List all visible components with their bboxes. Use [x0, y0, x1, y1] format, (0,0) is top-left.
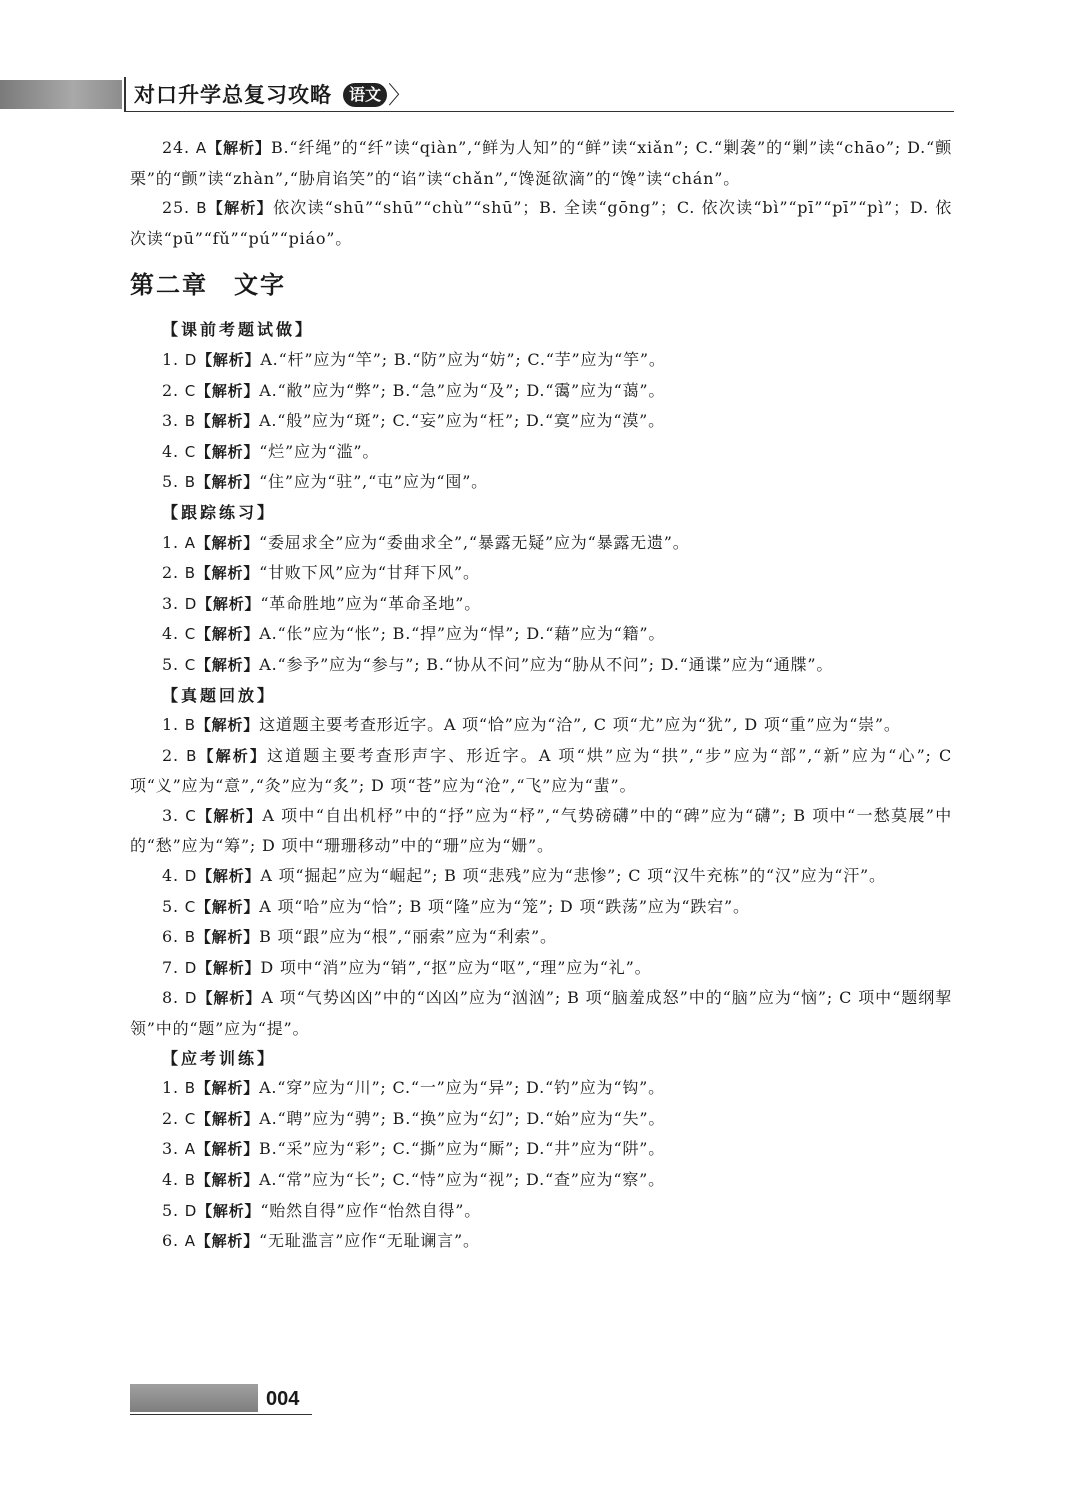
chapter-name: 文字 [234, 270, 286, 300]
answer-letter: B [184, 412, 196, 431]
analysis-label: 【解析】 [196, 442, 260, 461]
answer-item [130, 1226, 952, 1257]
item-number: 4. [162, 441, 179, 461]
analysis-label: 【解析】 [196, 625, 260, 644]
answer-letter: B [184, 928, 196, 947]
analysis-text: A.“穿”应为“川”; C.“一”应为“异”; D.“钓”应为“钩”。 [259, 1078, 665, 1098]
item-number: 7. [162, 957, 179, 977]
answer-item [130, 892, 952, 923]
analysis-label: 【解析】 [197, 989, 262, 1008]
answer-item [130, 710, 952, 741]
analysis-text: A 项中“自出机杼”中的“抒”应为“杼”,“气势磅礴”中的“碑”应为“礴”; B 项中“一愁莫展”中的“愁”应为“筹”; D 项中“珊珊移动”中的“珊”应为“姗”。 [130, 805, 952, 856]
analysis-label: 【解析】 [206, 139, 271, 157]
answer-item [130, 1134, 952, 1165]
analysis-text: A 项“掘起”应为“崛起”; B 项“悲残”应为“悲惨”; C 项“汉牛充栋”的“汉”应为“汗”。 [260, 866, 886, 886]
answer-letter: B [184, 716, 196, 735]
analysis-text: “甘败下风”应为“甘拜下风”。 [259, 563, 480, 583]
item-number: 5. [162, 896, 179, 916]
analysis-text: “委屈求全”应为“委曲求全”,“暴露无疑”应为“暴露无遗”。 [259, 532, 690, 552]
subject-badge: 语文 [343, 83, 387, 107]
item-number: 1. [162, 532, 179, 552]
section-heading: 【应考训练】 [162, 1048, 277, 1068]
analysis-text: A 项“气势凶凶”中的“凶凶”应为“汹汹”; B 项“脑羞成怒”中的“脑”应为“恼”; C 项中“题纲挈领”中的“题”应为“提”。 [130, 988, 952, 1039]
analysis-label: 【解析】 [195, 716, 260, 735]
item-number: 3. [162, 805, 179, 825]
answer-letter: D [184, 958, 198, 977]
item-number: 3. [162, 411, 179, 431]
item-number: 2. [162, 563, 179, 583]
analysis-text: “革命胜地”应为“革命圣地”。 [260, 593, 482, 613]
footer-band [130, 1384, 258, 1412]
analysis-text: B 项“跟”应为“根”,“丽索”应为“利索”。 [259, 927, 557, 947]
answer-letter: C [184, 1109, 197, 1128]
analysis-text: 依次读“shū”“shū”“chù”“shū”；B. 全读“gōng”；C. 依次读“bì”“pī”“pī”“pì”；D. 依次读“pū”“fǔ”“pú”“piáo”。 [130, 198, 952, 248]
analysis-label: 【解析】 [207, 199, 273, 218]
answer-item [130, 983, 952, 1043]
answer-item [130, 650, 952, 681]
answer-item [130, 467, 952, 498]
answer-letter: C [185, 806, 197, 825]
analysis-label: 【解析】 [196, 381, 260, 400]
answer-item [130, 406, 952, 437]
analysis-label: 【解析】 [195, 1171, 260, 1189]
item-number: 2. [162, 380, 179, 400]
item-number: 24. [162, 138, 190, 157]
answer-item [130, 133, 952, 193]
answer-item [130, 345, 952, 376]
analysis-text: A.“杆”应为“竿”; B.“防”应为“妨”; C.“芋”应为“竽”。 [260, 349, 666, 369]
analysis-label: 【解析】 [197, 746, 268, 765]
answer-letter: C [184, 655, 197, 674]
analysis-text: “贻然自得”应作“怡然自得”。 [260, 1200, 482, 1220]
book-title: 对口升学总复习攻略 [134, 82, 332, 107]
item-number: 25. [162, 198, 190, 218]
chevron-right-icon: 〉 [388, 81, 412, 109]
item-number: 1. [162, 1078, 179, 1098]
answer-letter: C [184, 897, 197, 916]
analysis-text: “住”应为“驻”,“屯”应为“囤”。 [259, 472, 488, 492]
answer-item [130, 528, 952, 559]
analysis-label: 【解析】 [196, 1109, 260, 1128]
analysis-text: A.“常”应为“长”; C.“恃”应为“视”; D.“查”应为“察”。 [259, 1170, 665, 1189]
item-number: 5. [162, 1200, 179, 1220]
answer-letter: A [184, 1140, 196, 1159]
item-number: 8. [162, 988, 179, 1008]
answer-item [130, 1165, 952, 1196]
answer-item [130, 741, 952, 801]
section-heading: 【真题回放】 [162, 685, 277, 705]
item-number: 6. [162, 1231, 179, 1251]
answer-item [130, 922, 952, 953]
analysis-label: 【解析】 [197, 350, 261, 369]
analysis-text: “烂”应为“滥”。 [259, 441, 380, 461]
answer-item [130, 1073, 952, 1104]
section-heading: 【课前考题试做】 [162, 320, 315, 340]
item-number: 1. [162, 349, 179, 369]
footer-rule [130, 1414, 312, 1415]
answer-letter: A [195, 139, 207, 157]
analysis-text: B.“采”应为“彩”; C.“撕”应为“厮”; D.“井”应为“阱”。 [259, 1139, 666, 1159]
page-number: 004 [266, 1388, 300, 1410]
answer-letter: C [184, 381, 197, 400]
analysis-text: A 项“哈”应为“恰”; B 项“隆”应为“笼”; D 项“跌荡”应为“跌宕”。 [259, 896, 750, 916]
analysis-text: “无耻滥言”应作“无耻谰言”。 [259, 1231, 480, 1251]
header-divider [124, 77, 126, 111]
answer-letter: A [184, 533, 196, 552]
analysis-label: 【解析】 [197, 1201, 261, 1220]
item-number: 3. [162, 1139, 179, 1159]
analysis-label: 【解析】 [197, 594, 261, 613]
answer-item [130, 437, 952, 468]
answer-letter: D [184, 867, 198, 886]
answer-content [130, 133, 952, 1257]
answer-letter: B [184, 1079, 196, 1098]
item-number: 4. [162, 624, 179, 644]
analysis-label: 【解析】 [196, 655, 260, 674]
item-number: 2. [162, 745, 179, 765]
answer-item [130, 1196, 952, 1227]
answer-letter: B [184, 473, 196, 492]
answer-item [130, 619, 952, 650]
answer-letter: C [184, 625, 197, 644]
answer-letter: D [184, 594, 198, 613]
analysis-label: 【解析】 [195, 1140, 260, 1159]
answer-item [130, 861, 952, 892]
analysis-label: 【解析】 [196, 897, 260, 916]
analysis-label: 【解析】 [195, 1079, 260, 1098]
analysis-label: 【解析】 [195, 564, 260, 583]
analysis-text: D 项中“消”应为“销”,“抠”应为“呕”,“理”应为“礼”。 [260, 957, 652, 977]
analysis-label: 【解析】 [196, 806, 263, 825]
analysis-text: A.“敝”应为“弊”; B.“急”应为“及”; D.“霭”应为“蔼”。 [259, 380, 666, 400]
answer-letter: B [184, 1171, 196, 1189]
analysis-text: A.“参予”应为“参与”; B.“协从不问”应为“胁从不问”; D.“通谍”应为“通牒”。 [259, 654, 834, 674]
answer-item [130, 801, 952, 861]
analysis-label: 【解析】 [195, 928, 260, 947]
analysis-label: 【解析】 [195, 1232, 260, 1251]
answer-letter: B [184, 564, 196, 583]
answer-letter: A [184, 1232, 196, 1251]
analysis-text: A.“聘”应为“骋”; B.“换”应为“幻”; D.“始”应为“失”。 [259, 1108, 666, 1128]
answer-letter: D [184, 989, 198, 1008]
item-number: 4. [162, 866, 179, 886]
analysis-label: 【解析】 [197, 958, 261, 977]
answer-letter: B [186, 746, 198, 765]
analysis-label: 【解析】 [197, 867, 261, 886]
answer-item [130, 953, 952, 984]
item-number: 6. [162, 927, 179, 947]
item-number: 5. [162, 472, 179, 492]
answer-letter: D [184, 350, 198, 369]
analysis-label: 【解析】 [195, 412, 260, 431]
header-band [0, 80, 122, 109]
item-number: 4. [162, 1170, 179, 1189]
answer-letter: C [184, 442, 197, 461]
answer-item [130, 193, 952, 253]
analysis-label: 【解析】 [195, 533, 260, 552]
analysis-text: 这道题主要考查形声字、形近字。A 项“烘”应为“拱”,“步”应为“部”,“新”应为“心”; C 项“义”应为“意”,“灸”应为“炙”; D 项“苍”应为“沧”,“飞”应为“蜚”。 [130, 745, 952, 796]
item-number: 1. [162, 715, 179, 735]
header-rule [124, 111, 954, 112]
answer-item [130, 558, 952, 589]
item-number: 3. [162, 593, 179, 613]
analysis-text: A.“般”应为“斑”; C.“妄”应为“枉”; D.“寞”应为“漠”。 [259, 411, 665, 431]
item-number: 2. [162, 1108, 179, 1128]
chapter-title [130, 269, 952, 301]
chapter-number: 第二章 [130, 270, 208, 300]
analysis-text: 这道题主要考查形近字。A 项“恰”应为“洽”, C 项“尤”应为“犹”, D 项“重”应为“崇”。 [259, 715, 901, 735]
answer-letter: B [196, 199, 208, 218]
item-number: 5. [162, 654, 179, 674]
answer-item [130, 376, 952, 407]
answer-letter: D [184, 1201, 198, 1220]
analysis-text: B.“纤绳”的“纤”读“qiàn”,“鲜为人知”的“鲜”读“xiǎn”; C.“剿袭”的“剿”读“chāo”; D.“颤栗”的“颤”读“zhàn”,“胁肩谄笑”的“谄”读“chǎn”,“馋涎欲滴”的“馋”读“chán”。 [130, 138, 952, 188]
answer-item [130, 589, 952, 620]
analysis-label: 【解析】 [195, 473, 260, 492]
answer-item [130, 1104, 952, 1135]
analysis-text: A.“伥”应为“怅”; B.“捍”应为“悍”; D.“藉”应为“籍”。 [259, 624, 666, 644]
section-heading: 【跟踪练习】 [162, 502, 277, 522]
